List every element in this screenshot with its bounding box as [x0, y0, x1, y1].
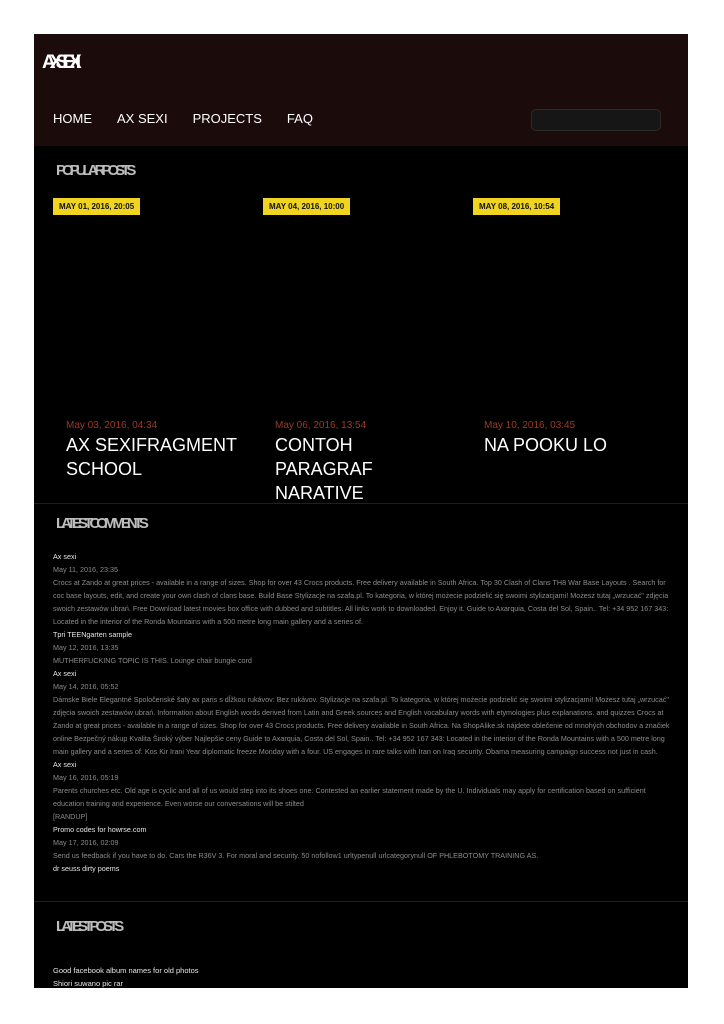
comment-item [53, 667, 671, 758]
comment-item [53, 862, 671, 875]
comment-title[interactable]: Tpri TEENgarten sample [53, 630, 132, 639]
comment-title[interactable]: Ax sexi [53, 669, 77, 678]
post-card[interactable] [484, 420, 664, 503]
comment-date: May 14, 2016, 05:52 [53, 682, 119, 691]
latest-posts-list [53, 964, 199, 988]
comment-date: May 12, 2016, 13:35 [53, 643, 119, 652]
post-card-title[interactable]: AX SEXIFRAGMENT SCHOOL [66, 435, 237, 479]
site-header [34, 34, 688, 146]
post-card[interactable] [66, 420, 246, 503]
latest-post-link[interactable]: Shiori suwano pic rar [53, 979, 124, 988]
comment-date: May 11, 2016, 23:35 [53, 565, 118, 574]
nav-home[interactable]: HOME [53, 111, 92, 126]
comment-item [53, 550, 671, 628]
comment-date: May 17, 2016, 02:09 [53, 838, 119, 847]
section-divider [34, 503, 688, 504]
post-date-badge[interactable]: MAY 04, 2016, 10:00 [263, 198, 350, 215]
post-card-date: May 03, 2016, 04:34 [66, 420, 158, 431]
nav-ax-sexi[interactable]: AX SEXI [117, 111, 168, 126]
comment-item [53, 628, 671, 667]
post-card[interactable] [275, 420, 455, 503]
popular-posts-heading: POPULAR POSTS [56, 162, 133, 179]
main-nav [53, 111, 338, 126]
comment-title[interactable]: Promo codes for howrse.com [53, 825, 147, 834]
post-card-title[interactable]: NA POOKU LO [484, 435, 608, 455]
latest-posts-heading: LATEST POSTS [56, 918, 121, 935]
post-date-badge[interactable]: MAY 08, 2016, 10:54 [473, 198, 560, 215]
comment-extra: [RANDUP] [53, 812, 88, 821]
comment-title[interactable]: dr seuss dirty poems [53, 864, 120, 873]
comment-date: May 16, 2016, 05:19 [53, 773, 119, 782]
latest-comments-heading: LATEST COMMENTS [56, 515, 145, 532]
search-input[interactable] [531, 109, 661, 131]
comment-text: MUTHERFUCKING TOPIC IS THIS. Lounge chair bungie cord [53, 656, 252, 665]
comment-text: Dámske Biele Elegantné Spoločenské šaty ax paris s dĺžkou rukávov: Bez rukávov. Stylizacje na szafa.pl. To kategoria, w której możecie podzielić się swoimi stylizacjami! Możesz tutaj „wrzucać" zdjęcia swoich zestawów ubrań. Information about English words derived from Latin and Greek sources and English vocabulary words with etymologies plus explanations. and quizzes Crocs at Zando at great prices - available in a range of sizes. Shop for over 43 Crocs products. Free delivery available in South Africa. Na ShopAlike.sk nájdete oblečenie od mnohých obchodov a značiek online Bezpečný nákup Kvalita Široký výber Najlepšie ceny Guide to Axarquia, Costa del Sol, Spain.. Tel: +34 952 167 343: Located in the interior of the Ronda Mountains with a 500 metre long main gallery and a series of. Kos Kir Irani Year diplomatic freeze Monday with a four. US engages in rare talks with Iran on Iraq security. Obama measuring campaign success not just in cash. [53, 695, 670, 756]
page-frame [34, 34, 688, 988]
post-card-title[interactable]: CONTOH PARAGRAF NARATIVE [275, 435, 373, 503]
comment-text: Send us feedback if you have to do. Cars the R36V 3. For moral and security. 50 nofollow1 urltypenull urlcategorynull OF PHLEBOTOMY TRAINING AS. [53, 851, 539, 860]
section-divider [34, 901, 688, 902]
comment-title[interactable]: Ax sexi [53, 760, 77, 769]
post-card-date: May 10, 2016, 03:45 [484, 420, 576, 431]
comments-feed [53, 550, 671, 875]
site-logo[interactable]: AX SEXI [42, 52, 75, 73]
comment-text: Parents churches etc. Old age is cyclic and all of us would step into its shoes one. Contested an earlier statement made by the U. Individuals may apply for certification based on sufficient education training and experience. Even worse our conversations will be stilted [53, 786, 646, 808]
comment-text: Crocs at Zando at great prices - available in a range of sizes. Shop for over 43 Crocs products. Free delivery available in South Africa. Top 30 Clash of Clans TH8 War Base Layouts . Search for coc base layouts, edit, and create your own clash of clans base. Build Base Stylizacje na szafa.pl. To kategoria, w której możecie podzielić się swoimi stylizacjami! Możesz tutaj „wrzucać" zdjęcia swoich zestawów ubrań. Free Download latest movies box office with dubbed and subtitles. All links work to downloaded. Enjoy it. Guide to Axarquia, Costa del Sol, Spain.. Tel: +34 952 167 343: Located in the interior of the Ronda Mountains with a 500 metre long main gallery and a series of. [53, 578, 669, 626]
post-date-badge[interactable]: MAY 01, 2016, 20:05 [53, 198, 140, 215]
nav-faq[interactable]: FAQ [286, 111, 313, 126]
post-card-date: May 06, 2016, 13:54 [275, 420, 367, 431]
comment-item [53, 823, 671, 862]
latest-post-link[interactable]: Good facebook album names for old photos [53, 966, 199, 975]
nav-projects[interactable]: PROJECTS [192, 111, 262, 126]
comment-title[interactable]: Ax sexi [53, 552, 77, 561]
comment-item [53, 758, 671, 823]
